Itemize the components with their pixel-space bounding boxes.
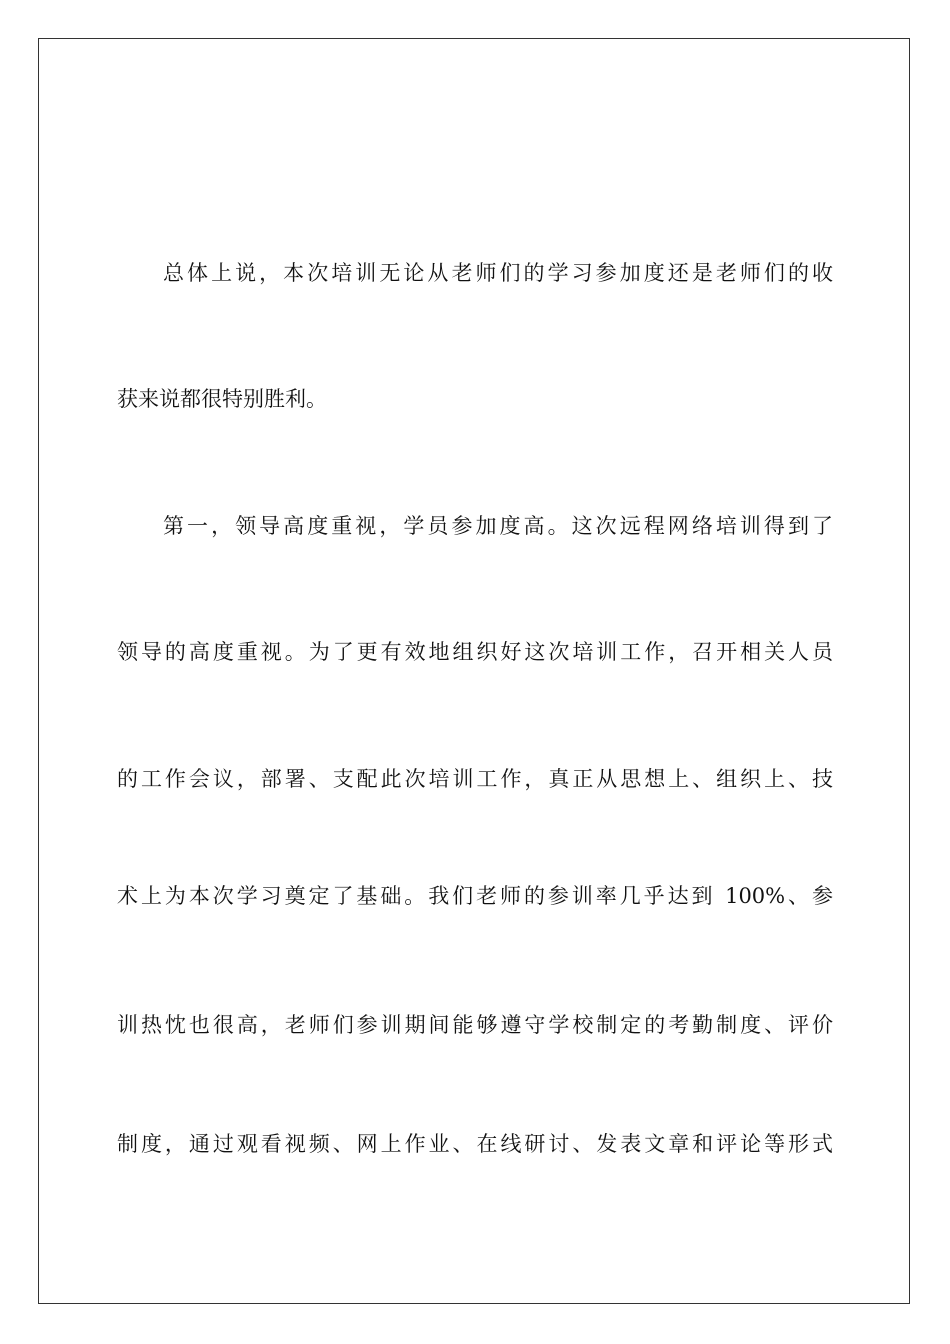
paragraph-1-line-1: 总体上说，本次培训无论从老师们的学习参加度还是老师们的收 [163,261,833,285]
paragraph-1-line-2: 获来说都很特别胜利。 [117,387,327,411]
paragraph-2-line-4: 术上为本次学习奠定了基础。我们老师的参训率几乎达到 100%、参 [117,884,833,908]
paragraph-2-line-2: 领导的高度重视。为了更有效地组织好这次培训工作，召开相关人员 [117,640,833,664]
paragraph-2-line-5: 训热忱也很高，老师们参训期间能够遵守学校制定的考勤制度、评价 [117,1013,833,1037]
paragraph-2-line-3: 的工作会议，部署、支配此次培训工作，真正从思想上、组织上、技 [117,767,833,791]
paragraph-2-line-6: 制度，通过观看视频、网上作业、在线研讨、发表文章和评论等形式 [117,1132,833,1156]
paragraph-2-line-1: 第一，领导高度重视，学员参加度高。这次远程网络培训得到了 [163,514,833,538]
page-border [38,38,910,1304]
